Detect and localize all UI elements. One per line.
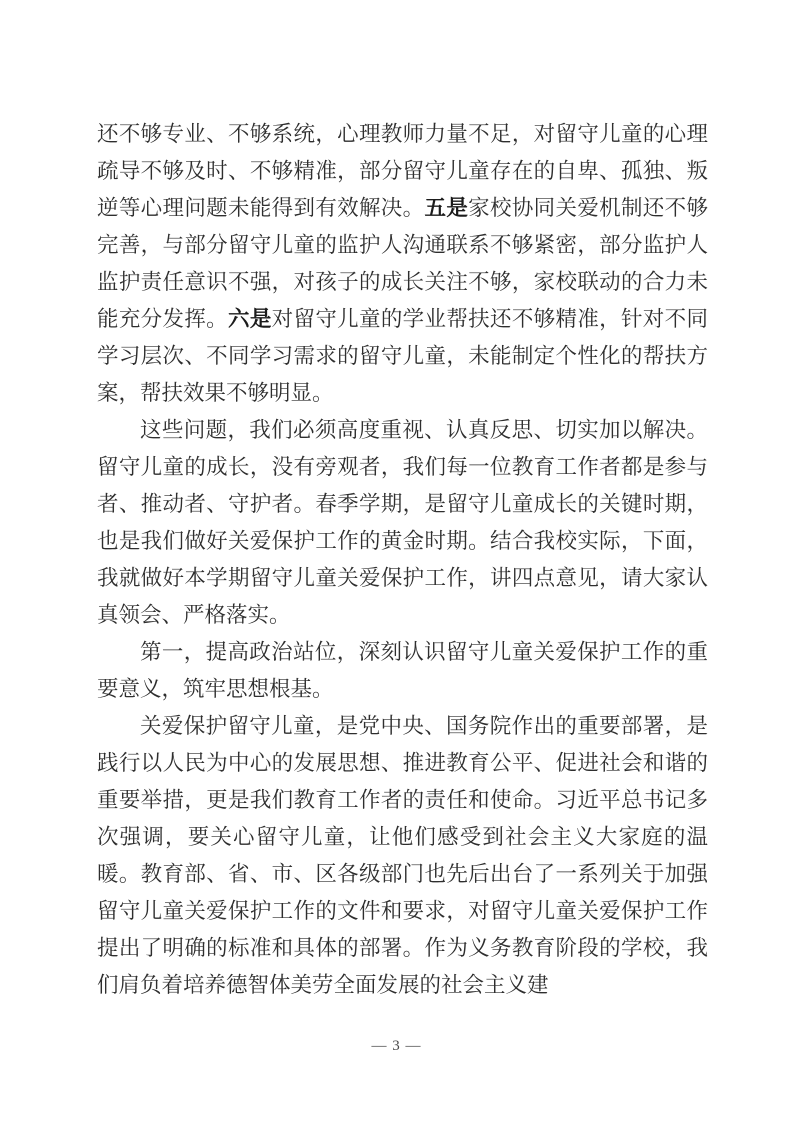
body-text-run: 还不够专业、不够系统，心理教师力量不足，对留守儿童的心理疏导不够及时、不够精准，部分留守儿童存在的自卑、孤独、叛逆等心理问题未能得到有效解决。	[97, 122, 708, 220]
body-text-run: 对留守儿童的学业帮扶还不够精准，针对不同学习层次、不同学习需求的留守儿童，未能制定个性化的帮扶方案，帮扶效果不够明显。	[97, 307, 708, 405]
bold-marker-six: 六是	[228, 307, 272, 331]
paragraph-transition	[97, 412, 708, 634]
body-text-run: 这些问题，我们必须高度重视、认真反思、切实加以解决。留守儿童的成长，没有旁观者，我们每一位教育工作者都是参与者、推动者、守护者。春季学期，是留守儿童成长的关键时期，也是我们做好关爱保护工作的黄金时期。结合我校实际，下面，我就做好本学期留守儿童关爱保护工作，讲四点意见，请大家认真领会、严格落实。	[97, 418, 708, 627]
paragraph-section-one-body	[97, 708, 708, 1004]
body-text-run: 第一，提高政治站位，深刻认识留守儿童关爱保护工作的重要意义，筑牢思想根基。	[97, 640, 708, 701]
body-text-run: 家校协同关爱机制还不够完善，与部分留守儿童的监护人沟通联系不够紧密，部分监护人监护责任意识不强，对孩子的成长关注不够，家校联动的合力未能充分发挥。	[97, 196, 708, 331]
page-number: — 3 —	[371, 1038, 422, 1054]
paragraph-section-one-heading	[97, 634, 708, 708]
document-body	[97, 116, 708, 1004]
paragraph-shortcomings	[97, 116, 708, 412]
body-text-run: 关爱保护留守儿童，是党中央、国务院作出的重要部署，是践行以人民为中心的发展思想、推进教育公平、促进社会和谐的重要举措，更是我们教育工作者的责任和使命。习近平总书记多次强调，要关心留守儿童，让他们感受到社会主义大家庭的温暖。教育部、省、市、区各级部门也先后出台了一系列关于加强留守儿童关爱保护工作的文件和要求，对留守儿童关爱保护工作提出了明确的标准和具体的部署。作为义务教育阶段的学校，我们肩负着培养德智体美劳全面发展的社会主义建	[97, 714, 708, 997]
bold-marker-five: 五是	[424, 196, 469, 220]
